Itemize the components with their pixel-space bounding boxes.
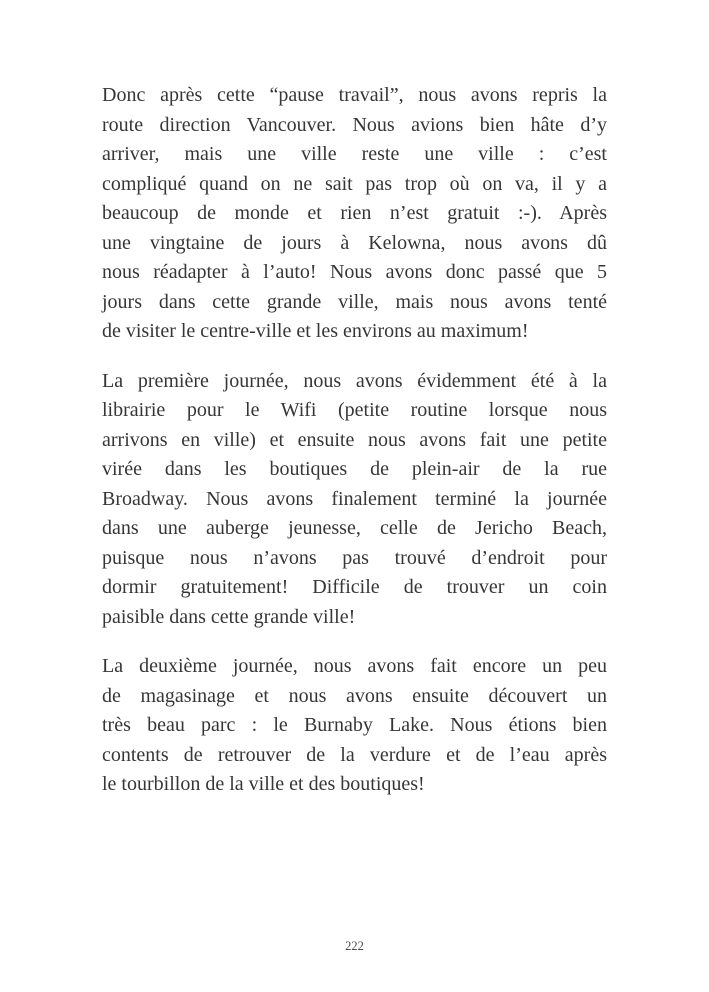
text-line: de magasinage et nous avons ensuite découvert un	[102, 684, 607, 707]
text-line: paisible dans cette grande ville!	[102, 605, 356, 628]
text-line: La première journée, nous avons évidemment été à la	[102, 369, 607, 392]
text-block	[102, 81, 607, 820]
paragraph-1	[102, 81, 607, 347]
text-line: nous réadapter à l’auto! Nous avons donc passé que 5	[102, 261, 607, 283]
text-line: contents de retrouver de la verdure et de l’eau après	[102, 743, 607, 766]
text-line: Donc après cette “pause travail”, nous avons repris la	[102, 84, 607, 106]
text-line: de visiter le centre-ville et les environs au maximum!	[102, 320, 529, 342]
text-line: arrivons en ville) et ensuite nous avons fait une petite	[102, 428, 607, 451]
text-line: librairie pour le Wifi (petite routine lorsque nous	[102, 399, 607, 421]
paragraph-2	[102, 367, 607, 633]
text-line: virée dans les boutiques de plein-air de la rue	[102, 458, 607, 480]
text-line: beaucoup de monde et rien n’est gratuit :-). Après	[102, 202, 607, 224]
text-line: jours dans cette grande ville, mais nous avons tenté	[102, 290, 607, 313]
page-number: 222	[345, 939, 364, 953]
text-line: arriver, mais une ville reste une ville : c’est	[102, 143, 607, 165]
paragraph-3	[102, 652, 607, 800]
text-line: Broadway. Nous avons finalement terminé la journée	[102, 487, 607, 510]
text-line: très beau parc : le Burnaby Lake. Nous étions bien	[102, 714, 607, 736]
text-line: le tourbillon de la ville et des boutiques!	[102, 773, 425, 795]
text-line: puisque nous n’avons pas trouvé d’endroit pour	[102, 546, 607, 569]
text-line: une vingtaine de jours à Kelowna, nous avons dû	[102, 231, 607, 254]
text-line: route direction Vancouver. Nous avions bien hâte d’y	[102, 113, 607, 136]
text-line: compliqué quand on ne sait pas trop où on va, il y a	[102, 172, 607, 195]
text-line: La deuxième journée, nous avons fait encore un peu	[102, 655, 607, 677]
text-line: dormir gratuitement! Difficile de trouver un coin	[102, 576, 607, 598]
text-line: dans une auberge jeunesse, celle de Jericho Beach,	[102, 517, 607, 539]
